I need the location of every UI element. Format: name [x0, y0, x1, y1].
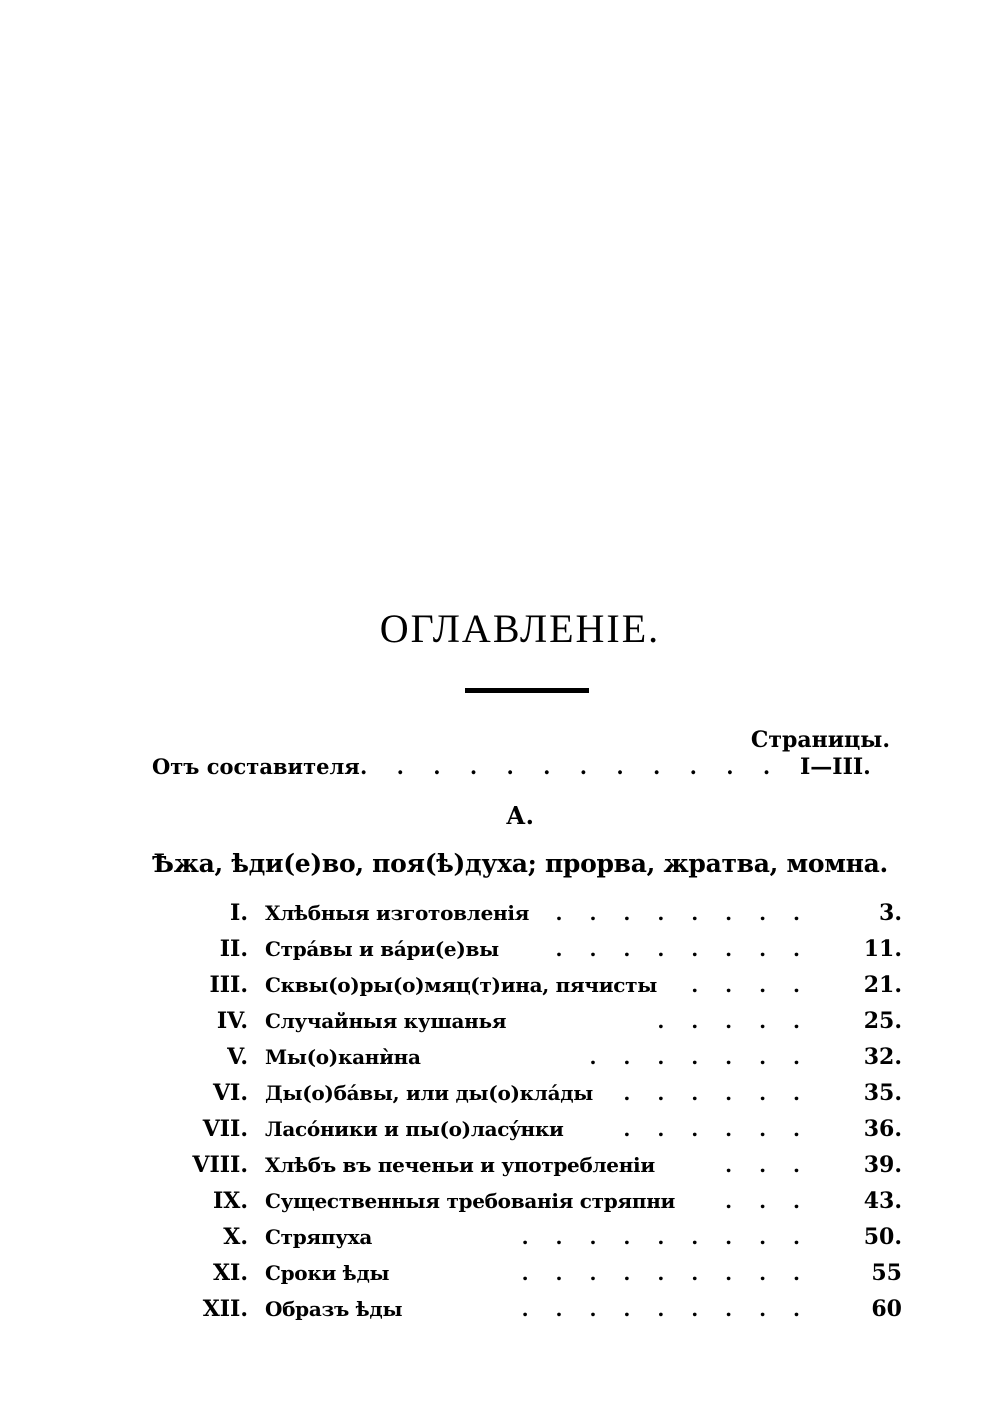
toc-entry [0, 1183, 1000, 1219]
chapter-number: III. [209, 972, 248, 998]
toc-entry [0, 931, 1000, 967]
page-number: 55 [871, 1260, 902, 1286]
chapter-title: Ды(о)бáвы, или ды(о)клáды [265, 1081, 594, 1105]
toc-entry [0, 1111, 1000, 1147]
chapter-number: X. [223, 1224, 248, 1250]
chapter-number: II. [219, 936, 248, 962]
page-number: 60 [871, 1296, 902, 1322]
dot-leader: . . . . [691, 973, 800, 997]
chapter-title: Хлѣбъ въ печеньи и употребленіи [265, 1153, 655, 1177]
toc-entry [0, 1039, 1000, 1075]
page-number: 11. [863, 936, 902, 962]
toc-entry [0, 1147, 1000, 1183]
page-number: 21. [863, 972, 902, 998]
preface-leader: . . . . . . . . . . . . [360, 754, 771, 779]
dot-leader: . . . . . . . [589, 1045, 800, 1069]
chapter-number: IX. [212, 1188, 248, 1214]
section-heading: Ѣжа, ѣди(е)во, поя(ѣ)духа; прорва, жратва, момна. [152, 849, 888, 878]
chapter-number: XII. [202, 1296, 248, 1322]
chapter-title: Сквы(о)ры(о)мяц(т)ина, пячисты [265, 973, 657, 997]
toc-entry [0, 1003, 1000, 1039]
page-title: ОГЛАВЛЕНІЕ. [379, 606, 661, 651]
title-rule [465, 688, 589, 693]
dot-leader: . . . . . . . . [555, 937, 800, 961]
chapter-title: Ласóники и пы(о)ласýнки [265, 1117, 564, 1141]
chapter-title: Случайныя кушанья [265, 1009, 507, 1033]
toc-entry [0, 1075, 1000, 1111]
dot-leader: . . . . . . . . . [521, 1297, 800, 1321]
chapter-title: Существенныя требованія стряпни [265, 1189, 676, 1213]
chapter-number: I. [230, 900, 248, 926]
preface-page-number: I—III. [800, 754, 871, 780]
toc-entry [0, 1219, 1000, 1255]
page-number: 43. [863, 1188, 902, 1214]
chapter-number: VII. [202, 1116, 248, 1142]
chapter-title: Образъ ѣды [265, 1297, 403, 1321]
page-number: 3. [879, 900, 902, 926]
chapter-number: V. [227, 1044, 248, 1070]
page-number: 32. [863, 1044, 902, 1070]
page-number: 50. [863, 1224, 902, 1250]
toc-entry [0, 895, 1000, 931]
chapter-title: Мы(о)канѝна [265, 1045, 421, 1069]
dot-leader: . . . . . . [623, 1081, 800, 1105]
dot-leader: . . . . . . . . [555, 901, 800, 925]
dot-leader: . . . . . [657, 1009, 800, 1033]
section-letter: А. [506, 801, 534, 830]
dot-leader: . . . [725, 1153, 800, 1177]
page-number: 25. [863, 1008, 902, 1034]
preface-label: Отъ составителя [152, 754, 360, 779]
chapter-title: Стряпуха [265, 1225, 372, 1249]
chapter-number: VI. [212, 1080, 248, 1106]
dot-leader: . . . . . . . . . [521, 1261, 800, 1285]
page-number: 35. [863, 1080, 902, 1106]
chapter-number: IV. [216, 1008, 248, 1034]
pages-column-header: Страницы. [750, 727, 890, 753]
toc-entry [0, 1255, 1000, 1291]
dot-leader: . . . . . . [623, 1117, 800, 1141]
chapter-number: XI. [212, 1260, 248, 1286]
page-number: 36. [863, 1116, 902, 1142]
toc-entry [0, 967, 1000, 1003]
dot-leader: . . . [725, 1189, 800, 1213]
chapter-title: Стрáвы и вáри(е)вы [265, 937, 499, 961]
chapter-title: Хлѣбныя изготовленія [265, 901, 530, 925]
page-number: 39. [863, 1152, 902, 1178]
dot-leader: . . . . . . . . . [521, 1225, 800, 1249]
chapter-title: Сроки ѣды [265, 1261, 390, 1285]
chapter-number: VIII. [192, 1152, 248, 1178]
toc-entry [0, 1291, 1000, 1327]
